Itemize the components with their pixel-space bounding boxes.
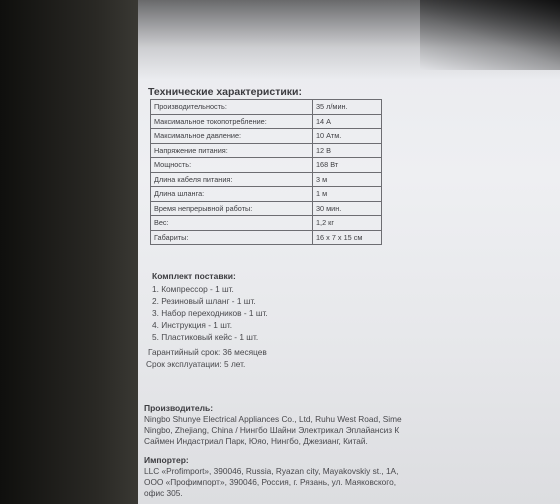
spec-label: Производительность: — [151, 100, 313, 115]
importer-title: Импортер: — [144, 455, 189, 465]
spec-value: 1,2 кг — [313, 216, 382, 231]
spec-value: 168 Вт — [313, 158, 382, 173]
spec-label: Габариты: — [151, 230, 313, 245]
spec-label: Максимальное токопотребление: — [151, 114, 313, 129]
background-left — [0, 0, 140, 504]
importer-line: LLC «Profimport», 390046, Russia, Ryazan city, Mayakovskiy st., 1A, — [144, 466, 399, 476]
list-item: 3. Набор переходников - 1 шт. — [152, 308, 268, 318]
table-row — [151, 172, 382, 187]
table-row — [151, 201, 382, 216]
spec-label: Время непрерывной работы: — [151, 201, 313, 216]
kit-title: Комплект поставки: — [152, 271, 236, 281]
spec-label: Длина кабеля питания: — [151, 172, 313, 187]
spec-value: 10 Атм. — [313, 129, 382, 144]
specs-table — [150, 99, 382, 245]
specs-title: Технические характеристики: — [148, 86, 303, 98]
list-item: 4. Инструкция - 1 шт. — [152, 320, 233, 330]
spec-value: 12 В — [313, 143, 382, 158]
table-row — [151, 158, 382, 173]
manufacturer-line: Ningbo Shunye Electrical Appliances Co., Ltd, Ruhu West Road, Sime — [144, 414, 402, 424]
manufacturer-line: Ningbo, Zhejiang, China / Нингбо Шайни Электрикал Эплайансиз К — [144, 425, 400, 435]
warranty-text: Гарантийный срок: 36 месяцев — [148, 347, 267, 357]
table-row — [151, 230, 382, 245]
table-row — [151, 187, 382, 202]
spec-label: Вес: — [151, 216, 313, 231]
list-item: 1. Компрессор - 1 шт. — [152, 284, 234, 294]
spec-value: 14 А — [313, 114, 382, 129]
spec-label: Напряжение питания: — [151, 143, 313, 158]
paper-sheet — [138, 0, 560, 504]
list-item: 5. Пластиковый кейс - 1 шт. — [152, 332, 259, 342]
spec-label: Максимальное давление: — [151, 129, 313, 144]
table-row — [151, 114, 382, 129]
kit-list — [152, 283, 268, 343]
table-row — [151, 216, 382, 231]
spec-value: 16 х 7 х 15 см — [313, 230, 382, 245]
manufacturer-line: Саймен Индастриал Парк, Юяо, Нингбо, Джезианг, Китай. — [144, 436, 368, 446]
list-item: 2. Резиновый шланг - 1 шт. — [152, 296, 256, 306]
spec-label: Длина шланга: — [151, 187, 313, 202]
spec-value: 35 л/мин. — [313, 100, 382, 115]
manufacturer-title: Производитель: — [144, 403, 214, 413]
spec-value: 3 м — [313, 172, 382, 187]
table-row — [151, 129, 382, 144]
importer-line: ООО «Профимпорт», 390046, Россия, г. Рязань, ул. Маяковского, — [144, 477, 397, 487]
service-life-text: Срок эксплуатации: 5 лет. — [146, 359, 246, 369]
table-row — [151, 143, 382, 158]
table-row — [151, 100, 382, 115]
spec-value: 1 м — [313, 187, 382, 202]
spec-value: 30 мин. — [313, 201, 382, 216]
spec-label: Мощность: — [151, 158, 313, 173]
importer-line: офис 305. — [144, 488, 183, 498]
